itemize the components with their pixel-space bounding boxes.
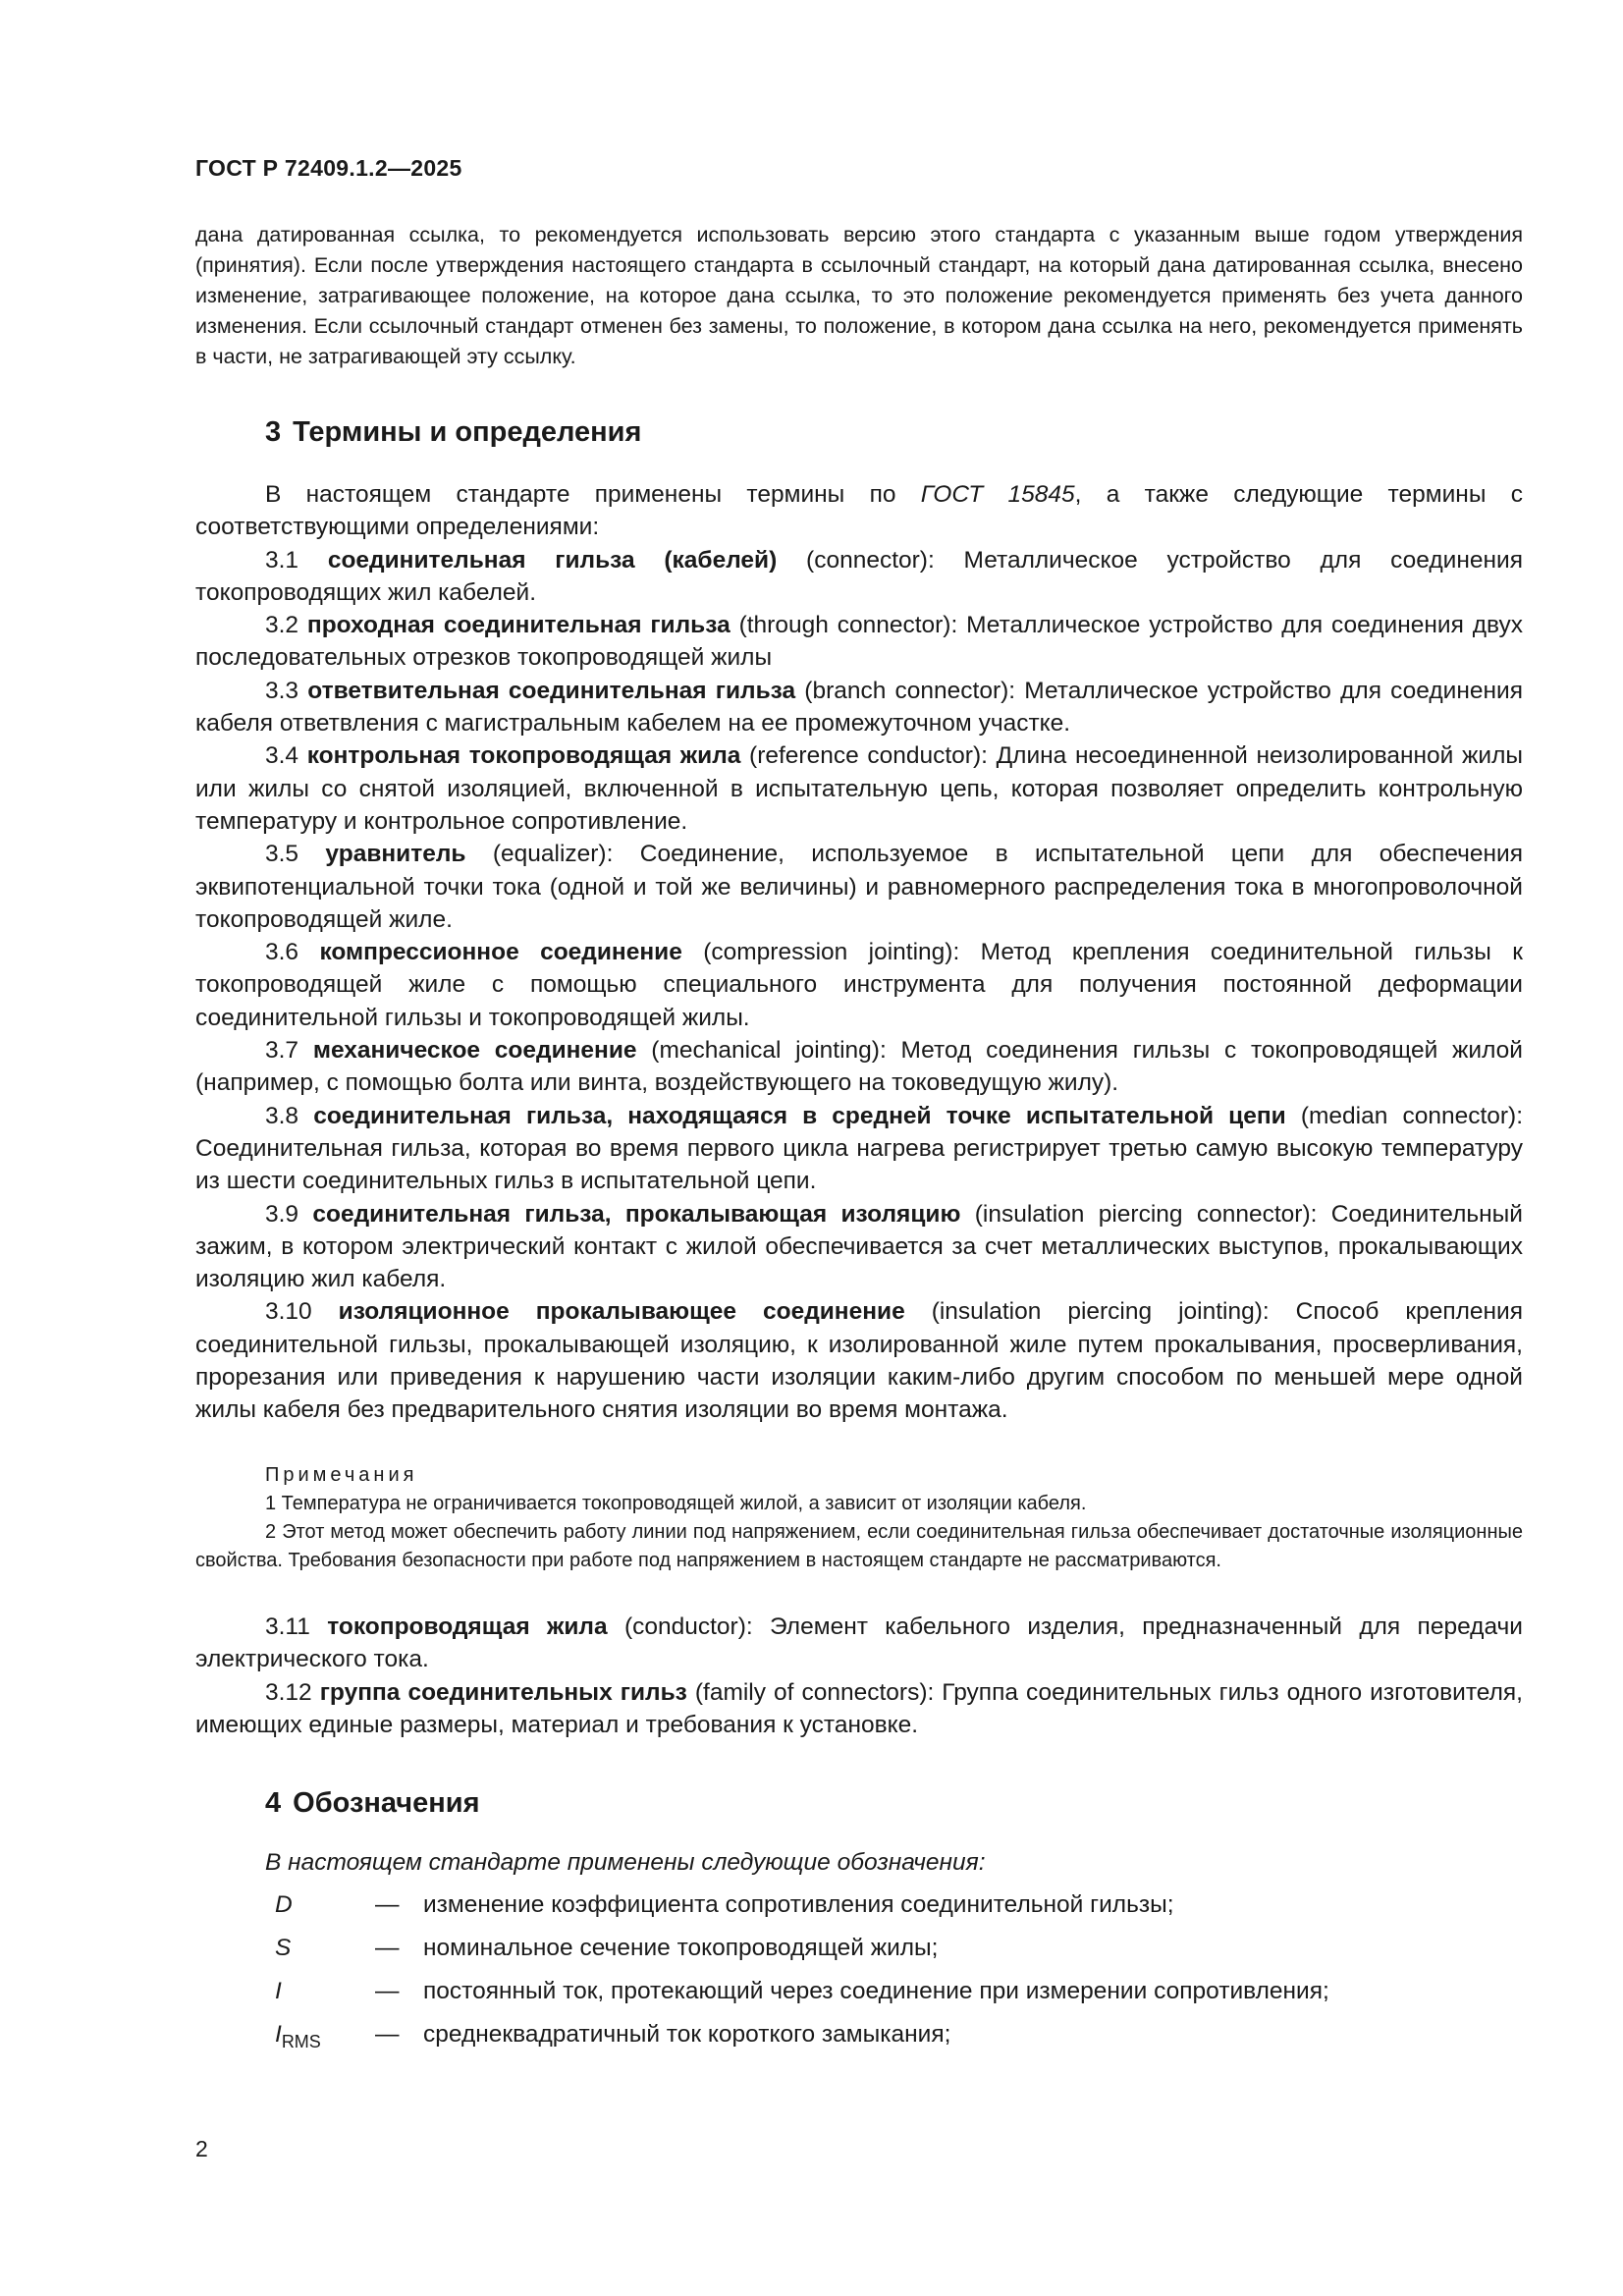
term-number: 3.7 [265,1037,313,1065]
symbols-intro: В настоящем стандарте применены следующие обозначения: [265,1849,986,1876]
section-lead [195,478,1523,544]
term-definition: (insulation piercing connector): Соединительный зажим, в котором электрический контакт с жилой обеспечивается за счет металлических выступов, прокалывающих изоляцию жил кабеля. [195,1200,1523,1293]
standard-reference: ГОСТ 15845 [920,481,1075,508]
term-entry [195,838,1523,936]
term-entry [195,1611,1523,1676]
document-header: ГОСТ Р 72409.1.2—2025 [195,155,462,181]
dash: — [375,1935,400,1961]
term-entry [195,609,1523,675]
section-3-heading [265,416,641,449]
symbol: $I_{RMS}$ [275,2021,321,2051]
symbol-description: изменение коэффициента сопротивления соединительной гильзы; [423,1891,1174,1918]
term-definition: (through connector): Металлическое устройство для соединения двух последовательных отрезков токопроводящей жилы [195,612,1523,672]
term-entry [195,1100,1523,1198]
term-number: 3.8 [265,1102,314,1129]
term-entries [195,1611,1523,1741]
term-entry [195,936,1523,1034]
notes-title: Примечания [265,1464,418,1486]
section-4-heading [265,1787,480,1820]
term-definition: (compression jointing): Метод крепления соединительной гильзы к токопроводящей жиле с помощью специального инструмента для получения постоянной деформации соединительной гильзы и токопроводящей жилы. [195,939,1523,1031]
term-name: ответвительная соединительная гильза [307,677,796,704]
term-definition: (family of connectors): Группа соединительных гильз одного изготовителя, имеющих единые размеры, материал и требования к установке. [195,1678,1523,1738]
term-definition: (mechanical jointing): Метод соединения гильзы с токопроводящей жилой (например, с помощью болта или винта, воздействующего на токоведущую жилу). [195,1037,1523,1097]
symbol-description: постоянный ток, протекающий через соединение при измерении сопротивления; [423,1978,1329,2004]
term-number: 3.10 [265,1298,339,1326]
section-title: Термины и определения [293,416,642,448]
note-item: 1 Температура не ограничивается токопроводящей жилой, а зависит от изоляции кабеля. [265,1493,1087,1514]
term-number: 3.5 [265,841,326,868]
section-number: 3 [265,416,282,448]
term-name: соединительная гильза, находящаяся в средней точке испытательной цепи [313,1102,1286,1129]
dash: — [375,2021,400,2048]
intro-paragraph: дана датированная ссылка, то рекомендуется использовать версию этого стандарта с указанным выше годом утверждения (принятия). Если после утверждения настоящего стандарта в ссылочный стандарт, на который дана датированная ссылка, внесено изменение, затрагивающее положение, на которое дана ссылка, то это положение рекомендуется применять без учета данного изменения. Если ссылочный стандарт отменен без замены, то положение, в котором дана ссылка на него, рекомендуется применять в части, не затрагивающей эту ссылку. [195,223,1523,368]
term-entry [195,1295,1523,1426]
term-definition: (reference conductor): Длина несоединенной неизолированной жилы или жилы со снятой изоляцией, включенной в испытательную цепь, которая позволяет определить контрольную температуру и контрольное сопротивление. [195,742,1523,835]
term-definition: (connector): Металлическое устройство для соединения токопроводящих жил кабелей. [195,546,1523,606]
lead-text: , а также следующие термины с соответствующими определениями: [195,481,1523,541]
term-name: группа соединительных гильз [319,1678,687,1706]
term-definition: (conductor): Элемент кабельного изделия, предназначенный для передачи электрического тока. [195,1613,1523,1673]
term-entry [195,1034,1523,1100]
term-name: соединительная гильза, прокалывающая изоляцию [312,1200,961,1228]
term-entries [195,544,1523,1427]
terms-list [195,478,1523,1427]
symbol: S [275,1935,292,1961]
term-number: 3.4 [265,742,307,770]
term-definition: (median connector): Соединительная гильза, которая во время первого цикла нагрева регистрирует третью самую высокую температуру из шести соединительных гильз в испытательной цепи. [195,1102,1524,1195]
term-entry [195,544,1523,610]
symbol-description: номинальное сечение токопроводящей жилы; [423,1935,939,1961]
lead-text: В настоящем стандарте применены термины по [265,481,921,508]
term-entry [195,1676,1523,1742]
term-number: 3.11 [265,1613,328,1640]
notes-block [195,1461,1523,1575]
term-name: контрольная токопроводящая жила [306,742,741,770]
term-number: 3.9 [265,1200,313,1228]
section-title: Обозначения [293,1787,480,1819]
term-number: 3.6 [265,939,320,966]
term-name: компрессионное соединение [319,939,682,966]
term-definition: (insulation piercing jointing): Способ крепления соединительной гильзы, прокалывающей изоляцию, к изолированной жиле путем прокалывания, просверливания, прорезания или приведения к нарушению части изоляции каким-либо другим способом по меньшей мере одной жилы кабеля без предварительного снятия изоляции во время монтажа. [195,1298,1523,1424]
term-number: 3.12 [265,1678,320,1706]
symbol: D [275,1891,293,1918]
page-number: 2 [195,2136,208,2161]
symbol: I [275,1978,282,2004]
term-name: токопроводящая жила [327,1613,608,1640]
symbol-subscript: RMS [281,2032,321,2051]
section-number: 4 [265,1787,282,1819]
term-entry [195,739,1523,838]
note-item: 2 Этот метод может обеспечить работу линии под напряжением, если соединительная гильза обеспечивает достаточные изоляционные свойства. Требования безопасности при работе под напряжением в настоящем стандарте не рассматриваются. [195,1521,1523,1571]
term-entry [195,1198,1523,1296]
term-name: проходная соединительная гильза [306,612,730,639]
symbol-description: среднеквадратичный ток короткого замыкания; [423,2021,951,2048]
term-number: 3.3 [265,677,308,704]
dash: — [375,1978,400,2004]
term-definition: (branch connector): Металлическое устройство для соединения кабеля ответвления с магистральным кабелем на ее промежуточном участке. [195,677,1523,738]
term-name: механическое соединение [312,1037,637,1065]
term-entry [195,675,1523,740]
term-number: 3.2 [265,612,307,639]
term-definition: (equalizer): Соединение, используемое в испытательной цепи для обеспечения эквипотенциальной точки тока (одной и той же величины) и равномерного распределения тока в многопроволочной токопроводящей жиле. [195,841,1523,933]
term-name: изоляционное прокалывающее соединение [338,1298,905,1326]
terms-list-continued [195,1611,1523,1741]
term-name: соединительная гильза (кабелей) [327,546,778,574]
term-number: 3.1 [265,546,328,574]
dash: — [375,1891,400,1918]
term-name: уравнитель [325,841,466,868]
